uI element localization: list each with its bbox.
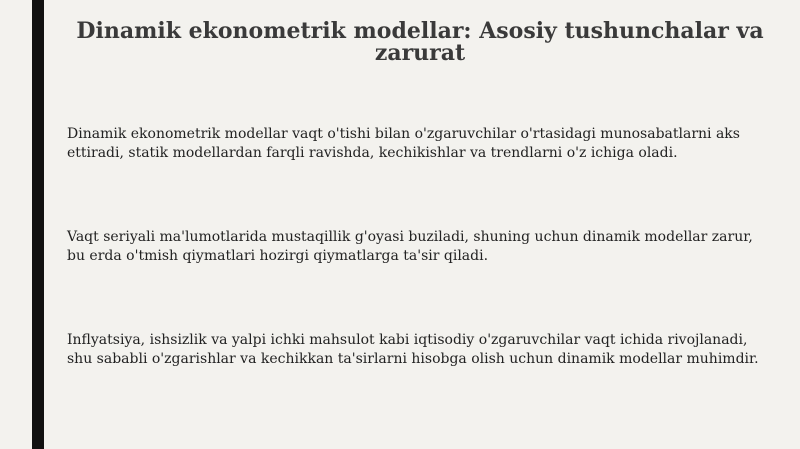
paragraph-3: Inflyatsiya, ishsizlik va yalpi ichki mahsulot kabi iqtisodiy o'zgaruvchilar vaqt ichida rivojlanadi, shu sababli o'zgarishlar va kechikkan ta'sirlarni hisobga olish uchun dinamik modellar muhimdir. (67, 332, 759, 367)
slide-title: Dinamik ekonometrik modellar: Asosiy tushunchalar va zarurat (76, 18, 764, 66)
paragraph-2: Vaqt seriyali ma'lumotlarida mustaqillik g'oyasi buziladi, shuning uchun dinamik modellar zarur, bu erda o'tmish qiymatlari hozirgi qiymatlarga ta'sir qiladi. (67, 229, 753, 264)
left-accent-bar (32, 0, 44, 449)
paragraph-1: Dinamik ekonometrik modellar vaqt o'tishi bilan o'zgaruvchilar o'rtasidagi munosabatlarni aks ettiradi, statik modellardan farqli ravishda, kechikishlar va trendlarni o'z ichiga oladi. (67, 126, 740, 161)
